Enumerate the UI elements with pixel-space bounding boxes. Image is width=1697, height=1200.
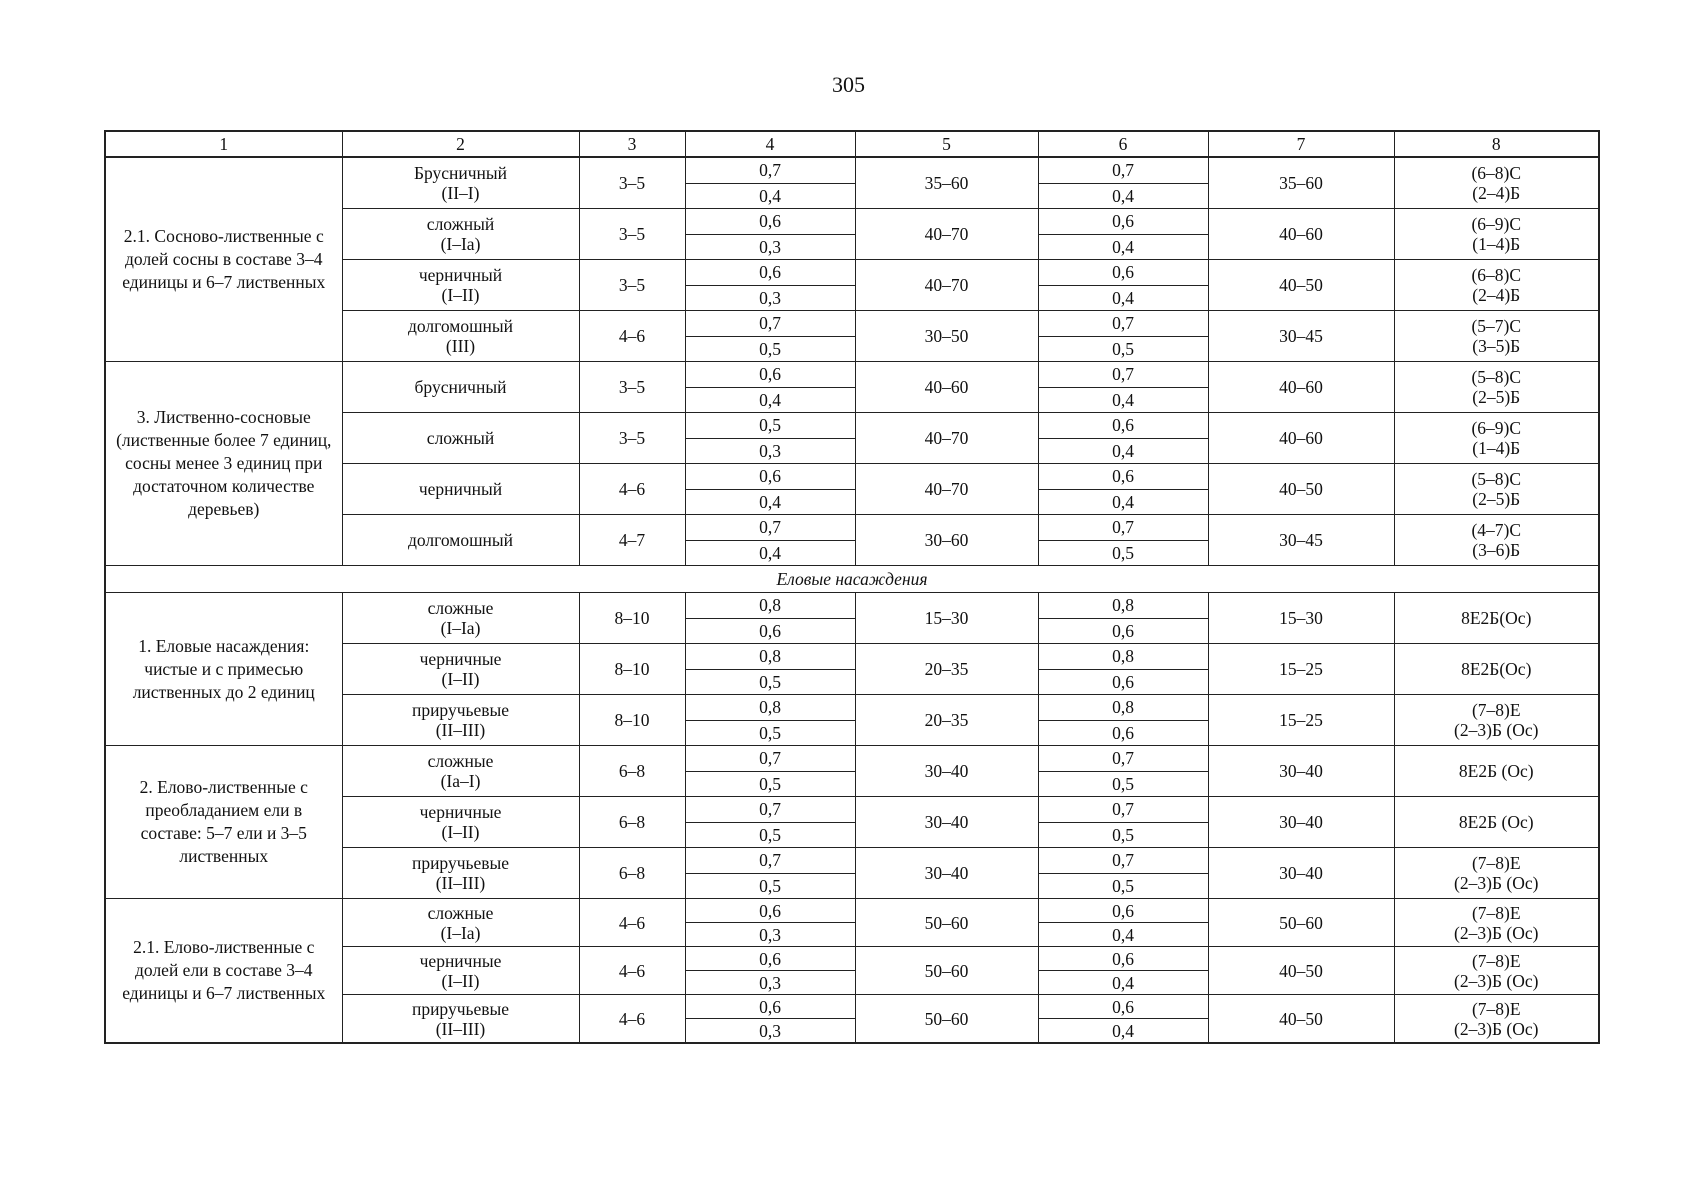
col6-cell: 0,7 (1038, 797, 1208, 823)
forest-type-cell: сложный (I–Ia) (342, 209, 579, 260)
composition-cell: (5–8)С (2–5)Б (1394, 464, 1599, 515)
col7-cell: 30–45 (1208, 515, 1394, 566)
col4-cell: 0,6 (685, 260, 855, 286)
col4-cell: 0,4 (685, 183, 855, 209)
col5-cell: 40–70 (855, 209, 1038, 260)
col6-cell: 0,5 (1038, 336, 1208, 362)
col5-cell: 30–40 (855, 797, 1038, 848)
col6-cell: 0,6 (1038, 618, 1208, 644)
col4-cell: 0,5 (685, 336, 855, 362)
group-name-cell: 2.1. Елово-лиственные с долей ели в составе 3–4 единицы и 6–7 лиственных (105, 899, 342, 1044)
forest-type-cell: брусничный (342, 362, 579, 413)
col4-cell: 0,3 (685, 438, 855, 464)
col4-cell: 0,5 (685, 771, 855, 797)
col5-cell: 40–70 (855, 260, 1038, 311)
column-header: 4 (685, 131, 855, 157)
col6-cell: 0,7 (1038, 515, 1208, 541)
col7-cell: 40–50 (1208, 995, 1394, 1044)
col4-cell: 0,5 (685, 822, 855, 848)
column-header: 7 (1208, 131, 1394, 157)
col3-cell: 4–7 (579, 515, 685, 566)
col4-cell: 0,6 (685, 209, 855, 235)
page-number: 305 (832, 72, 865, 97)
col6-cell: 0,6 (1038, 669, 1208, 695)
composition-cell: (7–8)Е (2–3)Б (Ос) (1394, 899, 1599, 947)
col6-cell: 0,5 (1038, 873, 1208, 899)
col6-cell: 0,8 (1038, 593, 1208, 619)
col5-cell: 15–30 (855, 593, 1038, 644)
col4-cell: 0,3 (685, 971, 855, 995)
forest-type-cell: долгомошный (342, 515, 579, 566)
col4-cell: 0,6 (685, 362, 855, 388)
col6-cell: 0,6 (1038, 720, 1208, 746)
col6-cell: 0,5 (1038, 771, 1208, 797)
col3-cell: 3–5 (579, 157, 685, 209)
col4-cell: 0,4 (685, 387, 855, 413)
col7-cell: 40–50 (1208, 260, 1394, 311)
composition-cell: (6–8)С (2–4)Б (1394, 260, 1599, 311)
col6-cell: 0,4 (1038, 234, 1208, 260)
col5-cell: 30–50 (855, 311, 1038, 362)
table-row (105, 899, 1599, 923)
col4-cell: 0,7 (685, 746, 855, 772)
col5-cell: 20–35 (855, 644, 1038, 695)
col4-cell: 0,3 (685, 923, 855, 947)
col5-cell: 30–60 (855, 515, 1038, 566)
col3-cell: 6–8 (579, 797, 685, 848)
col4-cell: 0,6 (685, 995, 855, 1019)
col4-cell: 0,8 (685, 593, 855, 619)
col7-cell: 30–45 (1208, 311, 1394, 362)
col5-cell: 50–60 (855, 947, 1038, 995)
col3-cell: 4–6 (579, 464, 685, 515)
table-row (105, 157, 1599, 183)
col6-cell: 0,7 (1038, 157, 1208, 183)
col6-cell: 0,4 (1038, 387, 1208, 413)
col5-cell: 40–60 (855, 362, 1038, 413)
col3-cell: 6–8 (579, 746, 685, 797)
col4-cell: 0,7 (685, 797, 855, 823)
col6-cell: 0,7 (1038, 848, 1208, 874)
forest-type-cell: сложные (Ia–I) (342, 746, 579, 797)
col5-cell: 50–60 (855, 899, 1038, 947)
col7-cell: 50–60 (1208, 899, 1394, 947)
forest-type-cell: черничные (I–II) (342, 797, 579, 848)
col4-cell: 0,3 (685, 285, 855, 311)
col5-cell: 20–35 (855, 695, 1038, 746)
col7-cell: 35–60 (1208, 157, 1394, 209)
col6-cell: 0,7 (1038, 746, 1208, 772)
col4-cell: 0,6 (685, 947, 855, 971)
forest-type-cell: приручьевые (II–III) (342, 695, 579, 746)
col4-cell: 0,5 (685, 720, 855, 746)
col3-cell: 4–6 (579, 311, 685, 362)
col3-cell: 4–6 (579, 899, 685, 947)
section-row (105, 566, 1599, 593)
col7-cell: 40–60 (1208, 209, 1394, 260)
col5-cell: 50–60 (855, 995, 1038, 1044)
col3-cell: 4–6 (579, 947, 685, 995)
header-row (105, 131, 1599, 157)
col6-cell: 0,4 (1038, 489, 1208, 515)
composition-cell: (4–7)С (3–6)Б (1394, 515, 1599, 566)
col6-cell: 0,5 (1038, 540, 1208, 566)
col3-cell: 3–5 (579, 260, 685, 311)
col4-cell: 0,4 (685, 489, 855, 515)
section-title: Еловые насаждения (105, 566, 1599, 593)
table-row (105, 746, 1599, 772)
col4-cell: 0,6 (685, 464, 855, 490)
forest-type-cell: черничный (342, 464, 579, 515)
col6-cell: 0,6 (1038, 260, 1208, 286)
composition-cell: (6–9)С (1–4)Б (1394, 209, 1599, 260)
composition-cell: (6–9)С (1–4)Б (1394, 413, 1599, 464)
col3-cell: 8–10 (579, 695, 685, 746)
col3-cell: 8–10 (579, 644, 685, 695)
group-name-cell: 1. Еловые насаждения: чистые и с примесью лиственных до 2 единиц (105, 593, 342, 746)
col7-cell: 40–60 (1208, 413, 1394, 464)
composition-cell: 8Е2Б(Ос) (1394, 593, 1599, 644)
col3-cell: 3–5 (579, 362, 685, 413)
column-header: 2 (342, 131, 579, 157)
column-header: 3 (579, 131, 685, 157)
col4-cell: 0,7 (685, 848, 855, 874)
composition-cell: (7–8)Е (2–3)Б (Ос) (1394, 995, 1599, 1044)
forest-type-cell: черничный (I–II) (342, 260, 579, 311)
col3-cell: 8–10 (579, 593, 685, 644)
col4-cell: 0,7 (685, 157, 855, 183)
col4-cell: 0,5 (685, 413, 855, 439)
forest-type-cell: приручьевые (II–III) (342, 995, 579, 1044)
col6-cell: 0,6 (1038, 947, 1208, 971)
col7-cell: 15–25 (1208, 644, 1394, 695)
col7-cell: 30–40 (1208, 848, 1394, 899)
composition-cell: (7–8)Е (2–3)Б (Ос) (1394, 947, 1599, 995)
col5-cell: 30–40 (855, 848, 1038, 899)
composition-cell: (6–8)С (2–4)Б (1394, 157, 1599, 209)
col5-cell: 35–60 (855, 157, 1038, 209)
group-name-cell: 3. Лиственно-сосновые (лиственные более 7 единиц, сосны менее 3 единиц при достаточном количестве деревьев) (105, 362, 342, 566)
column-header: 6 (1038, 131, 1208, 157)
col4-cell: 0,5 (685, 873, 855, 899)
col7-cell: 30–40 (1208, 797, 1394, 848)
col7-cell: 15–30 (1208, 593, 1394, 644)
forest-type-cell: долгомошный (III) (342, 311, 579, 362)
col6-cell: 0,6 (1038, 899, 1208, 923)
column-header: 5 (855, 131, 1038, 157)
col4-cell: 0,8 (685, 644, 855, 670)
forest-type-cell: черничные (I–II) (342, 947, 579, 995)
col4-cell: 0,7 (685, 311, 855, 337)
col6-cell: 0,7 (1038, 362, 1208, 388)
col6-cell: 0,7 (1038, 311, 1208, 337)
forest-type-cell: сложный (342, 413, 579, 464)
col6-cell: 0,6 (1038, 209, 1208, 235)
col7-cell: 15–25 (1208, 695, 1394, 746)
col5-cell: 30–40 (855, 746, 1038, 797)
col6-cell: 0,4 (1038, 971, 1208, 995)
col6-cell: 0,4 (1038, 923, 1208, 947)
group-name-cell: 2.1. Сосново-лиственные с долей сосны в составе 3–4 единицы и 6–7 лиственных (105, 157, 342, 362)
col6-cell: 0,6 (1038, 413, 1208, 439)
col6-cell: 0,8 (1038, 644, 1208, 670)
composition-cell: (7–8)Е (2–3)Б (Ос) (1394, 695, 1599, 746)
col4-cell: 0,8 (685, 695, 855, 721)
col6-cell: 0,6 (1038, 464, 1208, 490)
col6-cell: 0,6 (1038, 995, 1208, 1019)
col6-cell: 0,8 (1038, 695, 1208, 721)
col3-cell: 3–5 (579, 413, 685, 464)
col6-cell: 0,4 (1038, 438, 1208, 464)
col6-cell: 0,4 (1038, 285, 1208, 311)
col4-cell: 0,7 (685, 515, 855, 541)
composition-cell: (5–8)С (2–5)Б (1394, 362, 1599, 413)
data-table (104, 130, 1600, 1044)
col4-cell: 0,3 (685, 1019, 855, 1044)
composition-cell: 8Е2Б(Ос) (1394, 644, 1599, 695)
composition-cell: 8Е2Б (Ос) (1394, 746, 1599, 797)
table-row (105, 362, 1599, 388)
col7-cell: 30–40 (1208, 746, 1394, 797)
col7-cell: 40–50 (1208, 947, 1394, 995)
composition-cell: (7–8)Е (2–3)Б (Ос) (1394, 848, 1599, 899)
forest-type-cell: черничные (I–II) (342, 644, 579, 695)
col4-cell: 0,5 (685, 669, 855, 695)
col4-cell: 0,6 (685, 618, 855, 644)
composition-cell: 8Е2Б (Ос) (1394, 797, 1599, 848)
col7-cell: 40–60 (1208, 362, 1394, 413)
composition-cell: (5–7)С (3–5)Б (1394, 311, 1599, 362)
forest-type-cell: сложные (I–Ia) (342, 899, 579, 947)
col4-cell: 0,6 (685, 899, 855, 923)
col3-cell: 3–5 (579, 209, 685, 260)
column-header: 8 (1394, 131, 1599, 157)
forest-type-cell: сложные (I–Ia) (342, 593, 579, 644)
col5-cell: 40–70 (855, 413, 1038, 464)
forest-type-cell: приручьевые (II–III) (342, 848, 579, 899)
forest-type-cell: Брусничный (II–I) (342, 157, 579, 209)
col3-cell: 4–6 (579, 995, 685, 1044)
col4-cell: 0,4 (685, 540, 855, 566)
col3-cell: 6–8 (579, 848, 685, 899)
group-name-cell: 2. Елово-лиственные с преобладанием ели в составе: 5–7 ели и 3–5 лиственных (105, 746, 342, 899)
col5-cell: 40–70 (855, 464, 1038, 515)
column-header: 1 (105, 131, 342, 157)
col6-cell: 0,4 (1038, 1019, 1208, 1044)
col7-cell: 40–50 (1208, 464, 1394, 515)
col4-cell: 0,3 (685, 234, 855, 260)
table-row (105, 593, 1599, 619)
col6-cell: 0,5 (1038, 822, 1208, 848)
col6-cell: 0,4 (1038, 183, 1208, 209)
